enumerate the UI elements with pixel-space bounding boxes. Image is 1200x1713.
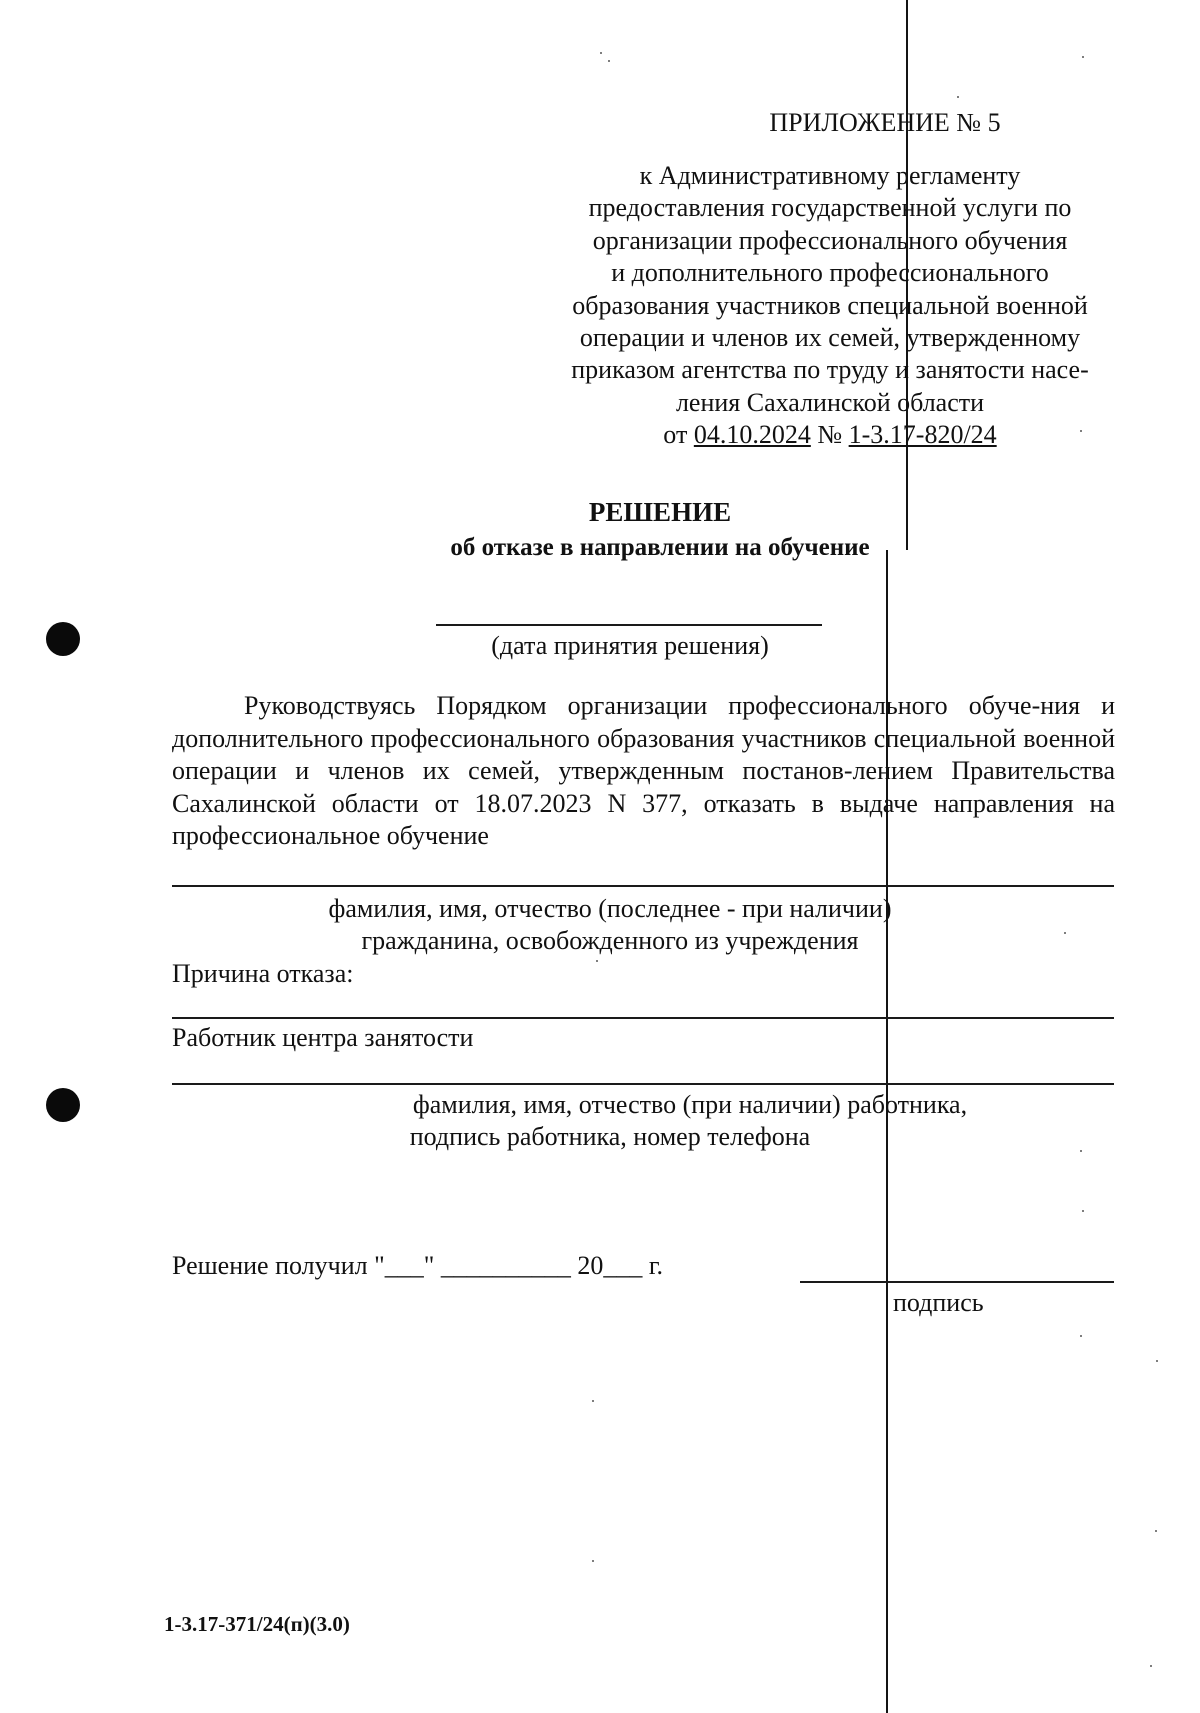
appendix-line: операции и членов их семей, утвержденному	[579, 323, 1081, 353]
signature-caption: подпись	[893, 1288, 984, 1317]
scan-speck	[1150, 1665, 1152, 1667]
scan-speck	[1155, 1530, 1157, 1532]
appendix-line: к Административному регламенту	[639, 161, 1021, 190]
employee-line	[172, 1083, 1114, 1085]
punch-hole-top	[46, 622, 80, 656]
appendix-line: предоставления государственной услуги по	[588, 193, 1072, 223]
scan-speck	[1064, 932, 1066, 934]
scan-speck	[1080, 1150, 1082, 1152]
date-line	[436, 624, 822, 626]
document-title: РЕШЕНИЕ	[588, 497, 732, 527]
employee-caption-line2: подпись работника, номер телефона	[409, 1122, 811, 1151]
scan-speck	[1080, 1335, 1082, 1337]
order-number-prefix: №	[817, 420, 843, 450]
scan-speck	[957, 96, 959, 98]
signature-line	[800, 1281, 1114, 1283]
appendix-line: ления Сахалинской области	[675, 387, 985, 417]
appendix-order-line	[530, 419, 1130, 451]
appendix-line: и дополнительного профессионального	[611, 258, 1049, 288]
date-caption: (дата принятия решения)	[491, 631, 769, 660]
scan-speck	[592, 1400, 594, 1402]
appendix-line: приказом агентства по труду и занятости насе-	[571, 355, 1089, 385]
refusal-reason-line	[172, 1017, 1114, 1019]
citizen-name-line	[172, 885, 1114, 887]
scan-speck	[1082, 56, 1084, 58]
appendix-heading: ПРИЛОЖЕНИЕ № 5	[769, 108, 1001, 137]
scan-speck	[608, 60, 610, 62]
appendix-lines	[530, 160, 1130, 452]
scan-speck	[592, 1560, 594, 1562]
scan-speck	[1082, 1210, 1084, 1212]
document-subtitle: об отказе в направлении на обучение	[450, 534, 870, 561]
received-label: Решение получил "___" __________ 20___ г.	[172, 1251, 664, 1280]
appendix-line: организации профессионального обучения	[592, 225, 1068, 255]
scan-speck	[1156, 1360, 1158, 1362]
citizen-caption-line2: гражданина, освобожденного из учреждения	[361, 926, 859, 955]
body-paragraph-text: Руководствуясь Порядком организации профессионального обуче-ния и дополнительного профессионального образования участников специальной военной операции и членов их семей, утвержденным постанов-лением Правительства Сахалинской области от 18.07.2023 N 377, отказать в выдаче направления на профессиональное обучение	[172, 691, 1115, 850]
footer-code: 1-3.17-371/24(п)(3.0)	[164, 1612, 350, 1636]
citizen-caption-line1: фамилия, имя, отчество (последнее - при наличии)	[328, 894, 892, 923]
appendix-block	[540, 108, 1140, 452]
scan-speck	[596, 960, 598, 962]
employee-label: Работник центра занятости	[172, 1023, 474, 1052]
body-paragraph	[172, 690, 1115, 853]
punch-hole-bottom	[46, 1088, 80, 1122]
refusal-reason-label: Причина отказа:	[172, 959, 354, 988]
scan-speck	[600, 52, 602, 54]
scan-speck	[1080, 430, 1082, 432]
order-date: 04.10.2024	[693, 420, 811, 450]
order-number: 1-3.17-820/24	[848, 420, 997, 450]
appendix-line: образования участников специальной военной	[572, 290, 1088, 320]
order-prefix: от	[663, 420, 688, 450]
employee-caption-line1: фамилия, имя, отчество (при наличии) работника,	[412, 1090, 968, 1119]
